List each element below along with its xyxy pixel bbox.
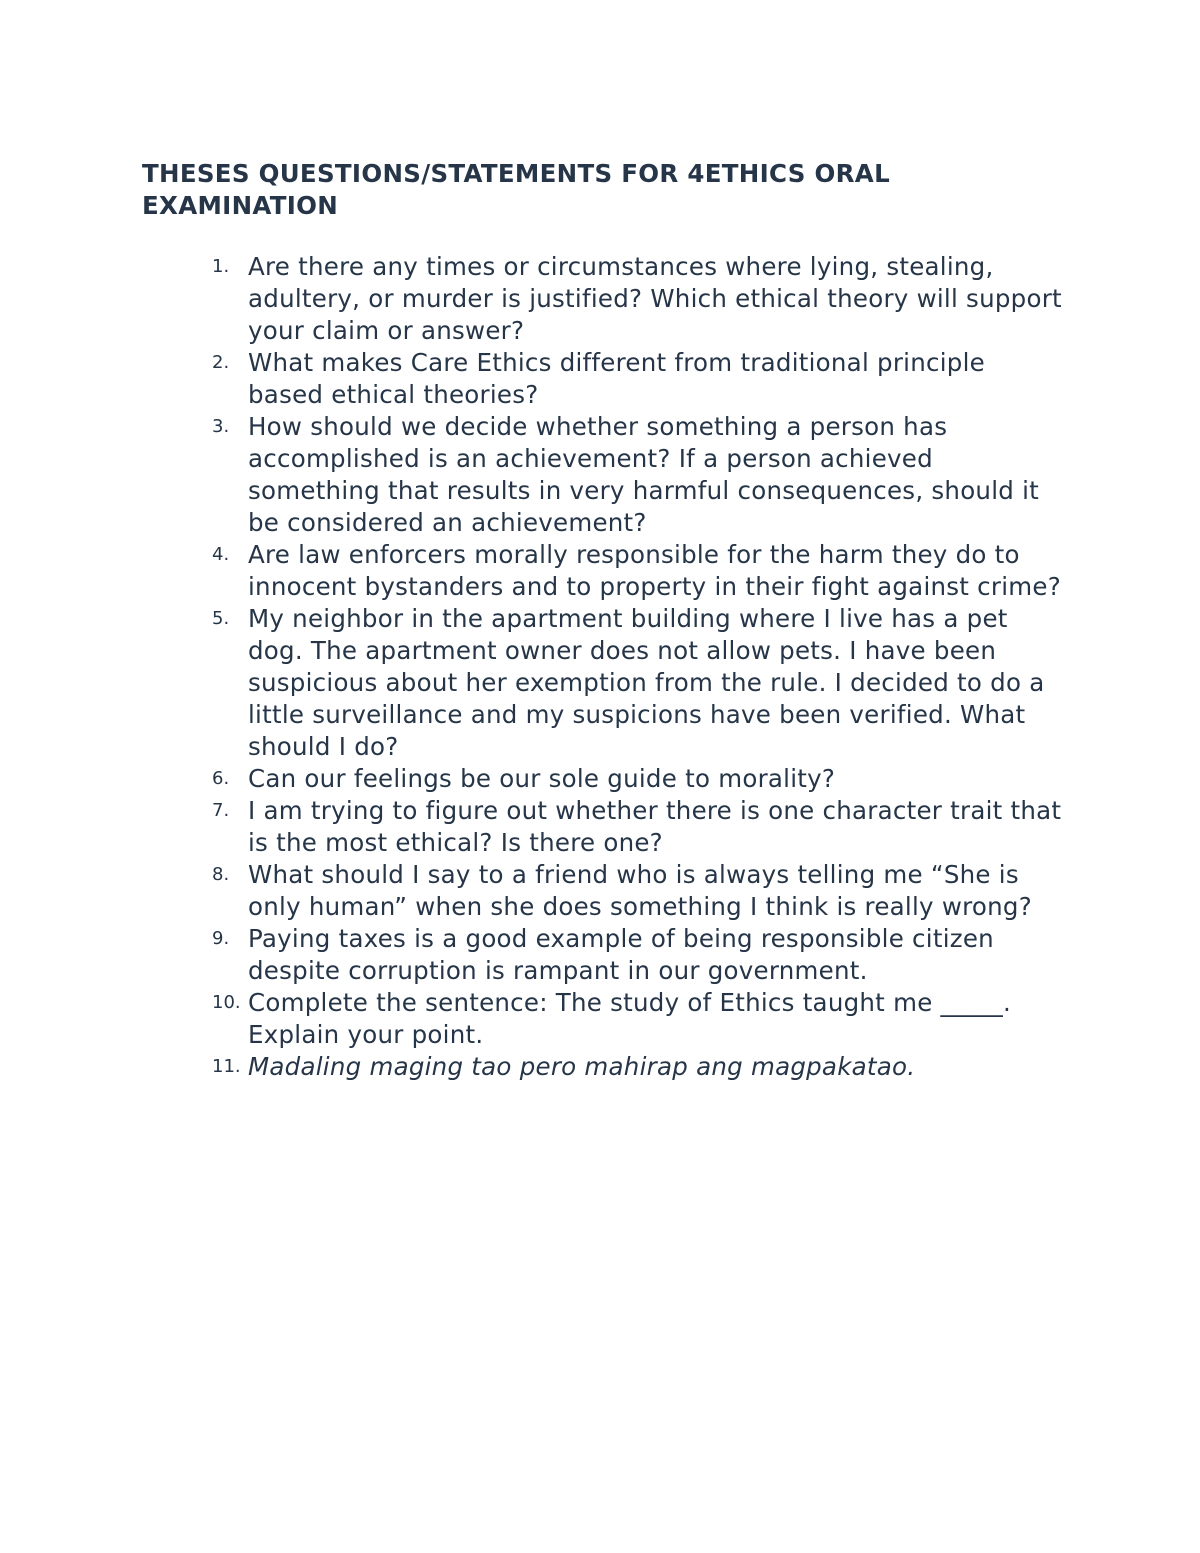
list-item (212, 539, 1062, 603)
list-item-text: Paying taxes is a good example of being responsible citizen despite corruption is rampant in our government. (248, 924, 994, 985)
list-item-number: 3. (212, 416, 230, 437)
list-item-number: 1. (212, 256, 230, 277)
list-item-text: Madaling maging tao pero mahirap ang magpakatao. (248, 1052, 916, 1081)
list-item (212, 763, 1062, 795)
list-item-number: 5. (212, 608, 230, 629)
list-item (212, 1051, 1062, 1083)
list-item-text: Can our feelings be our sole guide to morality? (248, 764, 836, 793)
list-item (212, 987, 1062, 1051)
list-item-number: 11. (212, 1056, 241, 1077)
list-item-number: 9. (212, 928, 230, 949)
list-item-text: What should I say to a friend who is always telling me “She is only human” when she does something I think is really wrong? (248, 860, 1032, 921)
list-item (212, 923, 1062, 987)
list-item-number: 8. (212, 864, 230, 885)
list-item-text: My neighbor in the apartment building where I live has a pet dog. The apartment owner does not allow pets. I have been suspicious about her exemption from the rule. I decided to do a little surveillance and my suspicions have been verified. What should I do? (248, 604, 1045, 761)
question-list (212, 251, 1062, 1083)
list-item (212, 251, 1062, 347)
list-item-text: Are law enforcers morally responsible for the harm they do to innocent bystanders and to property in their fight against crime? (248, 540, 1061, 601)
list-item-number: 2. (212, 352, 230, 373)
list-item-number: 6. (212, 768, 230, 789)
list-item (212, 603, 1062, 763)
list-item (212, 347, 1062, 411)
list-item (212, 859, 1062, 923)
list-item-text: I am trying to figure out whether there is one character trait that is the most ethical? Is there one? (248, 796, 1062, 857)
list-item-text: Complete the sentence: The study of Ethics taught me _____. Explain your point. (248, 988, 1012, 1049)
list-item-number: 7. (212, 800, 230, 821)
list-item-text: How should we decide whether something a person has accomplished is an achievement? If a person achieved something that results in very harmful consequences, should it be considered an achievement? (248, 412, 1040, 537)
list-item (212, 795, 1062, 859)
list-item-number: 10. (212, 992, 241, 1013)
list-item-text: What makes Care Ethics different from traditional principle based ethical theories? (248, 348, 985, 409)
list-item (212, 411, 1062, 539)
list-item-number: 4. (212, 544, 230, 565)
page-title: THESES QUESTIONS/STATEMENTS FOR 4ETHICS ORAL EXAMINATION (142, 159, 890, 220)
list-item-text: Are there any times or circumstances where lying, stealing, adultery, or murder is justified? Which ethical theory will support your claim or answer? (248, 252, 1062, 345)
